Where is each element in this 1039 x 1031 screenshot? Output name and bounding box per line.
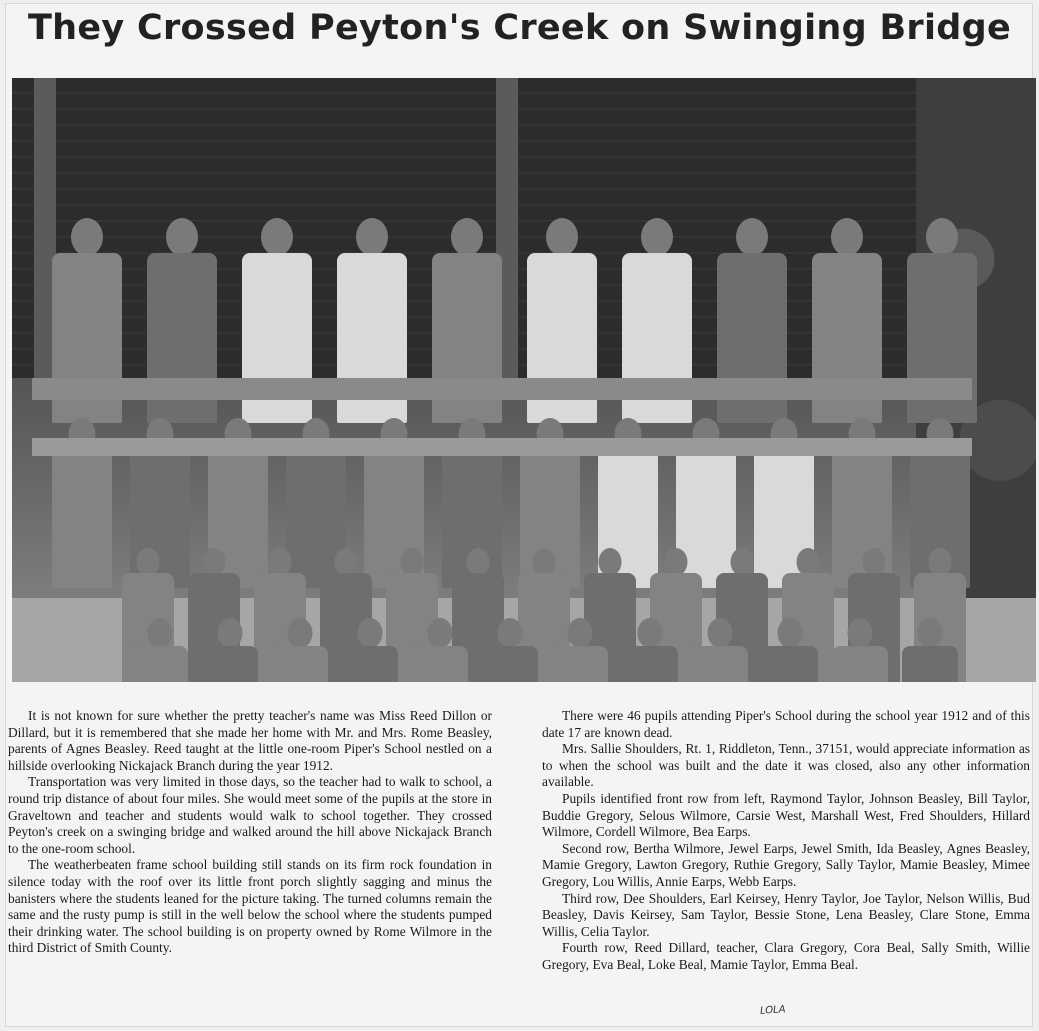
pupil-head	[848, 618, 873, 648]
pupil-figure	[622, 618, 678, 682]
pupil-head	[148, 618, 173, 648]
pupil-head	[498, 618, 523, 648]
pupil-body	[342, 646, 398, 682]
porch-rail	[32, 378, 972, 400]
pupil-body	[902, 646, 958, 682]
pupil-figure	[132, 618, 188, 682]
pupil-head	[918, 618, 943, 648]
pupil-body	[692, 646, 748, 682]
article-paragraph: Transportation was very limited in those days, so the teacher had to walk to school, a round trip distance of about four miles. She would meet some of the pupils at the store in Graveltown and teacher and students would walk to school together. They crossed Peyton's creek on a swinging bridge and walked around the hill above Nickajack Branch to the one-room school.	[8, 774, 492, 856]
pupil-head	[736, 218, 768, 256]
article-paragraph: Pupils identified front row from left, Raymond Taylor, Johnson Beasley, Bill Taylor, Buddie Gregory, Selous Wilmore, Carsie West, Marshall West, Fred Shoulders, Hillard Wilmore, Cordell Wilmore, Bea Earps.	[542, 790, 1030, 840]
pupil-head	[218, 618, 243, 648]
pupil-head	[358, 618, 383, 648]
pupil-head	[778, 618, 803, 648]
pupil-figure	[552, 618, 608, 682]
porch-step	[32, 438, 972, 456]
pupil-body	[202, 646, 258, 682]
pupil-head	[401, 548, 424, 576]
pupil-head	[467, 548, 490, 576]
pupil-figure	[902, 618, 958, 682]
pupil-head	[451, 218, 483, 256]
pupil-head	[665, 548, 688, 576]
headline: They Crossed Peyton's Creek on Swinging Bridge	[27, 8, 1012, 48]
pupil-head	[428, 618, 453, 648]
pupil-head	[797, 548, 820, 576]
pupil-head	[708, 618, 733, 648]
pupil-figure	[272, 618, 328, 682]
pupil-figure	[412, 618, 468, 682]
article-paragraph: The weatherbeaten frame school building still stands on its firm rock foundation in silence today with the roof over its little front porch slightly sagging and minus the banisters where the students leaned for the picture taking. The turned columns remain the same and the rusty pump is still in the well below the school where the students pumped their drinking water. The school building is on property owned by Rome Wilmore in the third District of Smith County.	[8, 857, 492, 956]
pupil-body	[412, 646, 468, 682]
pupil-figure	[482, 618, 538, 682]
article-right-column	[542, 708, 1030, 974]
article-paragraph: It is not known for sure whether the pretty teacher's name was Miss Reed Dillon or Dillard, but it is remembered that she made her home with Mr. and Mrs. Rome Beasley, parents of Agnes Beasley. Reed taught at the little one-room Piper's School nestled on a hillside overlooking Nickajack Branch during the year 1912.	[8, 708, 492, 773]
pupil-figure	[832, 618, 888, 682]
class-photo	[12, 78, 1036, 682]
pupil-head	[568, 618, 593, 648]
pupil-head	[533, 548, 556, 576]
article-left-column	[8, 708, 492, 957]
pupil-head	[288, 618, 313, 648]
pupil-head	[641, 218, 673, 256]
pupil-head	[269, 548, 292, 576]
pupil-body	[52, 448, 112, 588]
article-paragraph: Second row, Bertha Wilmore, Jewel Earps, Jewel Smith, Ida Beasley, Agnes Beasley, Mamie Gregory, Lawton Gregory, Ruthie Gregory, Sally Taylor, Mamie Beasley, Mimee Gregory, Lou Willis, Annie Earps, Webb Earps.	[542, 840, 1030, 889]
pupil-body	[762, 646, 818, 682]
handwritten-note: LOLA	[759, 1004, 786, 1017]
pupil-head	[638, 618, 663, 648]
pupil-head	[831, 218, 863, 256]
pupil-figure	[202, 618, 258, 682]
pupil-head	[166, 218, 198, 256]
article-paragraph: There were 46 pupils attending Piper's School during the school year 1912 and of this date 17 are known dead.	[542, 708, 1030, 740]
pupil-head	[203, 548, 226, 576]
article-paragraph: Mrs. Sallie Shoulders, Rt. 1, Riddleton, Tenn., 37151, would appreciate information as to when the school was built and the date it was closed, also any other information available.	[542, 741, 1030, 790]
pupil-head	[926, 218, 958, 256]
pupil-figure	[762, 618, 818, 682]
pupil-body	[622, 646, 678, 682]
pupil-head	[731, 548, 754, 576]
pupil-head	[335, 548, 358, 576]
pupil-head	[261, 218, 293, 256]
pupil-head	[71, 218, 103, 256]
pupil-body	[552, 646, 608, 682]
pupil-head	[137, 548, 160, 576]
pupil-head	[599, 548, 622, 576]
pupil-body	[832, 646, 888, 682]
pupil-head	[356, 218, 388, 256]
pupil-figure	[692, 618, 748, 682]
pupil-head	[546, 218, 578, 256]
pupil-body	[132, 646, 188, 682]
article-paragraph: Fourth row, Reed Dillard, teacher, Clara Gregory, Cora Beal, Sally Smith, Willie Gregory, Eva Beal, Loke Beal, Mamie Taylor, Emma Beal.	[542, 940, 1030, 972]
pupil-body	[482, 646, 538, 682]
pupil-head	[863, 548, 886, 576]
pupil-head	[929, 548, 952, 576]
pupil-body	[272, 646, 328, 682]
pupil-figure	[342, 618, 398, 682]
article-paragraph: Third row, Dee Shoulders, Earl Keirsey, Henry Taylor, Joe Taylor, Nelson Willis, Bud Beasley, Davis Keirsey, Sam Taylor, Bessie Stone, Lena Beasley, Clare Stone, Emma Willis, Celia Taylor.	[542, 890, 1030, 939]
